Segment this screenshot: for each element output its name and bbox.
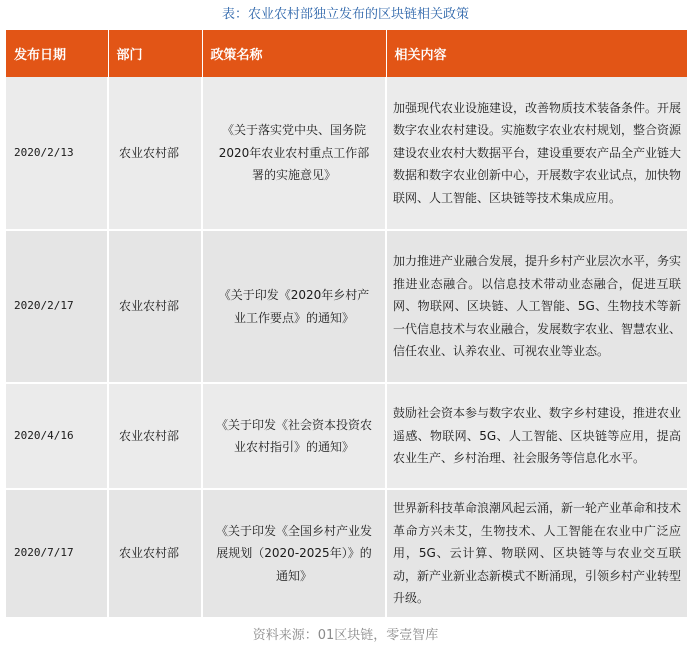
department-cell: 农业农村部	[108, 77, 202, 230]
date-cell: 2020/7/17	[6, 489, 108, 618]
table-row	[6, 489, 687, 618]
department-cell: 农业农村部	[108, 383, 202, 489]
source-note: 资料来源：01区块链，零壹智库	[252, 628, 439, 643]
policy-table	[6, 30, 687, 619]
table-row	[6, 230, 687, 383]
table-header-row	[6, 30, 687, 77]
table-caption: 表：农业农村部独立发布的区块链相关政策	[221, 7, 469, 22]
policy-name-cell: 《关于印发《社会资本投资农业农村指引》的通知》	[202, 383, 386, 489]
department-cell: 农业农村部	[108, 489, 202, 618]
content-cell: 世界新科技革命浪潮风起云涌，新一轮产业革命和技术革命方兴未艾，生物技术、人工智能在农业中广泛应用，5G、云计算、物联网、区块链等与农业交互联动，新产业新业态新模式不断涌现，引领乡村产业转型升级。	[386, 489, 687, 618]
department-cell: 农业农村部	[108, 230, 202, 383]
table-row	[6, 77, 687, 230]
header-date: 发布日期	[6, 30, 108, 77]
content-cell: 加力推进产业融合发展，提升乡村产业层次水平，务实推进业态融合。以信息技术带动业态融合，促进互联网、物联网、区块链、人工智能、5G、生物技术等新一代信息技术与农业融合，发展数字农业、智慧农业、信任农业、认养农业、可视农业等业态。	[386, 230, 687, 383]
header-department: 部门	[108, 30, 202, 77]
header-policy-name: 政策名称	[202, 30, 386, 77]
header-content: 相关内容	[386, 30, 687, 77]
policy-name-cell: 《关于印发《全国乡村产业发展规划（2020-2025年）》的通知》	[202, 489, 386, 618]
policy-name-cell: 《关于印发《2020年乡村产业工作要点》的通知》	[202, 230, 386, 383]
table-row	[6, 383, 687, 489]
policy-name-cell: 《关于落实党中央、国务院2020年农业农村重点工作部署的实施意见》	[202, 77, 386, 230]
content-cell: 鼓励社会资本参与数字农业、数字乡村建设，推进农业遥感、物联网、5G、人工智能、区块链等应用，提高农业生产、乡村治理、社会服务等信息化水平。	[386, 383, 687, 489]
content-cell: 加强现代农业设施建设，改善物质技术装备条件。开展数字农业农村建设。实施数字农业农村规划，整合资源建设农业农村大数据平台，建设重要农产品全产业链大数据和数字农业创新中心，开展数字农业试点，加快物联网、人工智能、区块链等技术集成应用。	[386, 77, 687, 230]
date-cell: 2020/2/17	[6, 230, 108, 383]
date-cell: 2020/4/16	[6, 383, 108, 489]
date-cell: 2020/2/13	[6, 77, 108, 230]
